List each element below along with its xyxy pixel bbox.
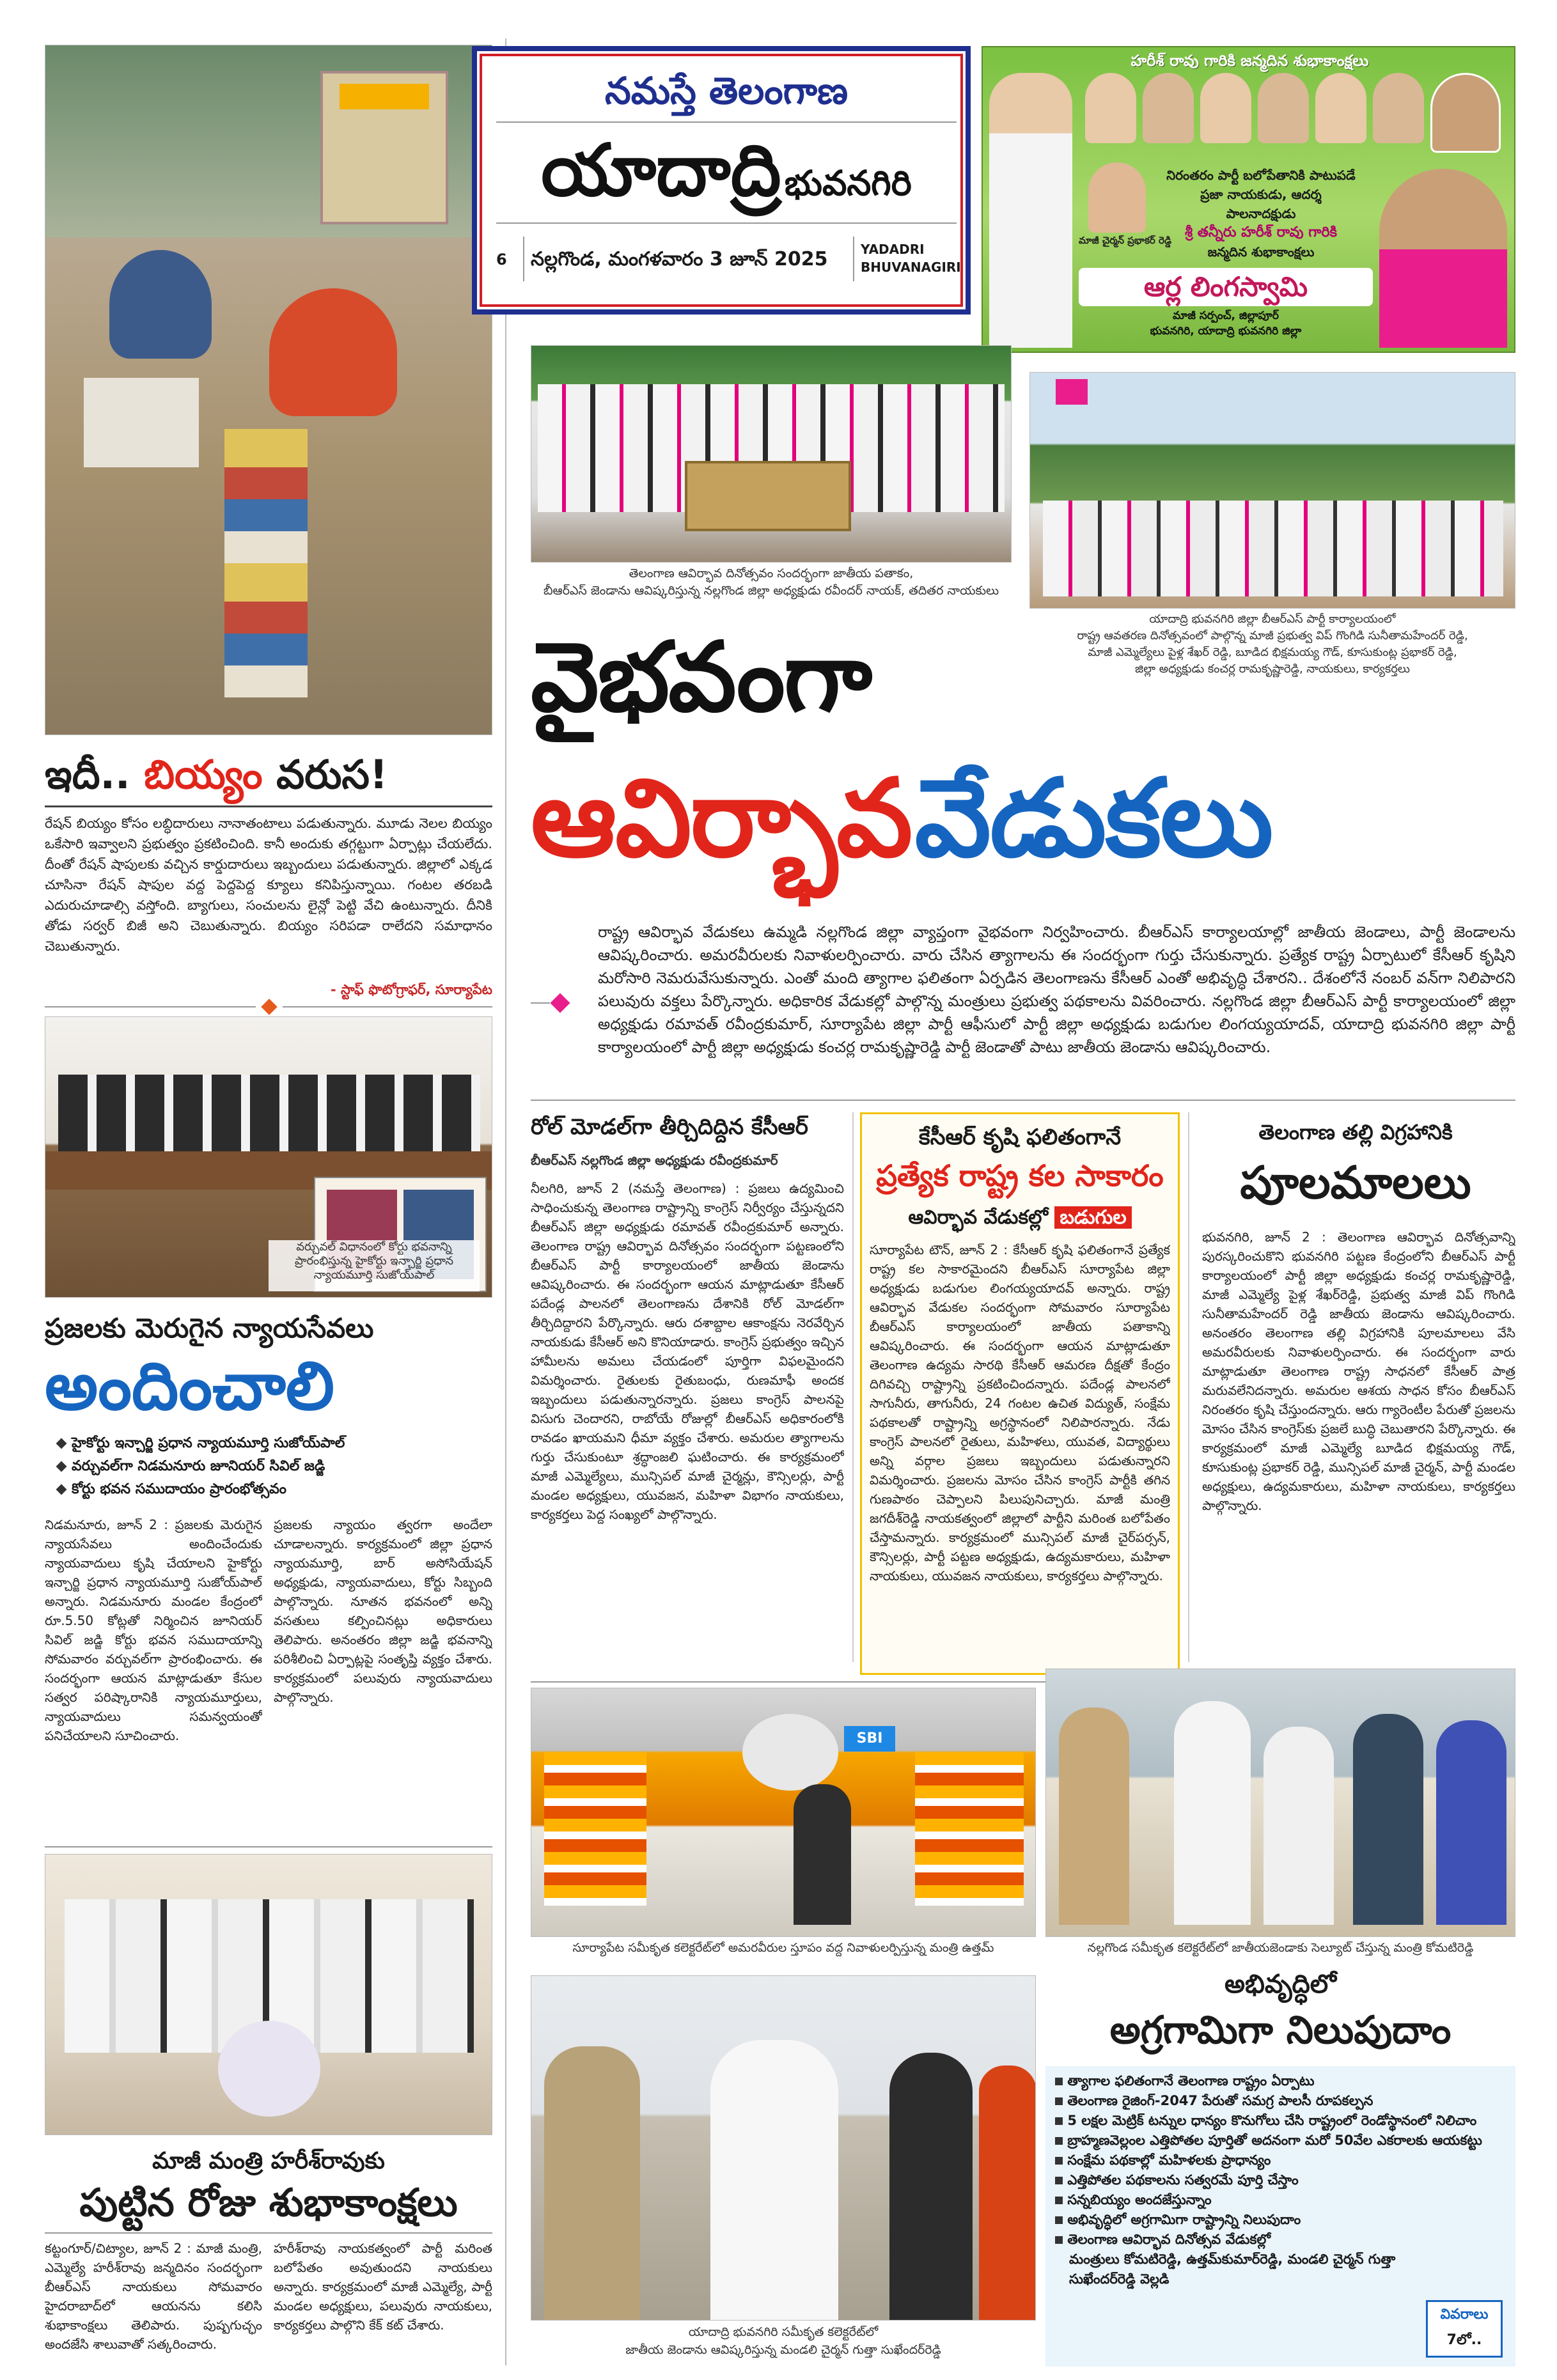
yadadri-photo-caption: యాదాద్రి భువనగిరి జిల్లా బీఆర్‌ఎస్ పార్టీ కార్యాలయంలో రాష్ట్ర ఆవతరణ దినోత్సవంలో పాల్గొన్న మాజీ ప్రభుత్వ విప్ గొంగిడి సునీతామహేందర్ రెడ్డి, మాజీ ఎమ్మెల్యేలు పైళ్ల శేఖర్ రెడ్డి, బూడిద భిక్షమయ్య గౌడ్, కూసుకుంట్ల ప్రభాకర్ రెడ్డి, జిల్లా అధ్యక్షుడు కంచర్ల రామకృష్ణారెడ్డి, నాయకులు, కార్యకర్తలు (1077, 612, 1468, 676)
column-separator (505, 38, 506, 2365)
divider (45, 1846, 492, 1847)
nalgonda-photo-caption: తెలంగాణ ఆవిర్భావ దినోత్సవం సందర్భంగా జాతీయ పతాకం, బీఆర్‌ఎస్ జెండాను ఆవిష్కరిస్తున్న నల్లగొండ జిల్లా అధ్యక్షుడు రవీందర్ నాయక్, తదితర నాయకులు (543, 566, 999, 598)
edition-title-block (496, 123, 957, 219)
col3-kicker: తెలంగాణ తల్లి విగ్రహానికి (1258, 1120, 1453, 1144)
ad-message: నిరంతరం పార్టీ బలోపేతానికి పాటుపడే ప్రజా నాయకుడు, ఆదర్శ పాలనాదక్షుడు శ్రీ తన్నీరు హరీశ్ రావు గారికి జన్మదిన శుభాకాంక్షలు (1166, 167, 1356, 260)
dev-headline: అగ్రగామిగా నిలుపుదాం (1109, 2008, 1451, 2053)
column-separator (852, 1112, 854, 1662)
dev-summary-line: మంత్రులు కోమటిరెడ్డి, ఉత్తమ్‌కుమార్‌రెడ్డి, మండలి చైర్మన్ గుత్తా (1069, 2252, 1396, 2267)
justice-bullets (58, 1432, 492, 1501)
nalgonda-salute-photo (1045, 1668, 1515, 1937)
dev-bullet: అభివృద్ధిలో అగ్రగామిగా రాష్ట్రాన్ని నిలుపుదాం (1055, 2210, 1509, 2230)
col2-kicker: కేసీఆర్ కృషి ఫలితంగానే (918, 1124, 1122, 1150)
col2-subhead: ఆవిర్భావ వేడుకల్లో బడుగుల (860, 1203, 1180, 1233)
diamond-bullet-icon (56, 1461, 67, 1472)
dev-bullet: ఎత్తిపోతల పథకాలను సత్వరమే పూర్తి చేస్తాం (1055, 2170, 1509, 2190)
dev-bullet: సంక్షేమ పథకాల్లో మహిళలకు ప్రాధాన్యం (1055, 2151, 1509, 2170)
justice-headline-big: అందించాలి (45, 1347, 335, 1425)
page-number: 6 (496, 251, 507, 268)
sbi-sign: SBI (844, 1726, 895, 1752)
dev-summary-line: సుఖేందర్‌రెడ్డి వెల్లడి (1069, 2271, 1170, 2287)
bullet-item: హైకోర్టు ఇన్చార్జి ప్రధాన న్యాయమూర్తి సుజోయ్‌పాల్ (58, 1432, 492, 1455)
diamond-bullet-icon (56, 1438, 67, 1449)
bullet-item: కోర్టు భవన సముదాయం ప్రారంభోత్సవం (58, 1478, 492, 1501)
diamond-bullet-icon (56, 1484, 67, 1495)
justice-body-left: నిడమనూరు, జూన్ 2 : ప్రజలకు మెరుగైన న్యాయసేవలు అందించేందుకు న్యాయవాదులు కృషి చేయాలని హైకోర్టు ఇన్చార్జి ప్రధాన న్యాయమూర్తి సుజోయ్‌పాల్ అన్నారు. నిడమనూరు మండల కేంద్రంలో రూ.5.50 కోట్లతో నిర్మించిన జూనియర్ సివిల్ జడ్జి కోర్టు భవన సముదాయాన్ని సోమవారం వర్చువల్‌గా ప్రారంభించారు. ఈ సందర్భంగా ఆయన మాట్లాడుతూ కేసుల సత్వర పరిష్కారానికి న్యాయమూర్తులు, న్యాయవాదులు సమన్వయంతో పనిచేయాలని సూచించారు. (45, 1517, 262, 1743)
dev-bullet: తెలంగాణ రైజింగ్-2047 పేరుతో సమగ్ర పాలసీ రూపకల్పన (1055, 2091, 1509, 2111)
col2-subhead-highlight: బడుగుల (1054, 1206, 1131, 1229)
square-bullet-icon (1055, 2137, 1063, 2145)
square-bullet-icon (1055, 2157, 1063, 2165)
square-bullet-icon (1055, 2117, 1063, 2125)
divider (45, 1006, 256, 1007)
rice-story-body: రేషన్ బియ్యం కోసం లబ్ధిదారులు నానాతంటాలు పడుతున్నారు. మూడు నెలల బియ్యం ఒకేసారి ఇవ్వాలని ప్రభుత్వం ప్రకటించింది. కానీ అందుకు తగ్గట్టుగా ఏర్పాట్లు చేయలేదు. దీంతో రేషన్ షాపులకు వచ్చిన కార్డుదారులు ఇబ్బందులు పడుతున్నారు. జిల్లాలో ఎక్కడ చూసినా రేషన్ షాపుల వద్ద పెద్దపెద్ద క్యూలు కనిపిస్తున్నాయి. గంటల తరబడి ఎదురుచూడాల్సి వస్తోంది. బ్యాగులు, సంచులను లైన్లో పెట్టి వేచి ఉంటున్నారు. దీనికి తోడు సర్వర్ బిజీ అని చెబుతున్నారు. బియ్యం సరిపడా రాలేదని సమాధానం చెబుతున్నారు. (45, 816, 492, 954)
birthday-body-left: కట్టంగూర్/చిట్యాల, జూన్ 2 : మాజీ మంత్రి, ఎమ్మెల్యే హరీశ్‌రావు జన్మదినం సందర్భంగా బీఆర్‌ఎస్ నాయకులు సోమవారం హైదరాబాద్‌లో ఆయనను కలిసి శుభాకాంక్షలు తెలిపారు. పుష్పగుచ్ఛం అందజేసి శాలువాతో సత్కరించారు. (45, 2241, 262, 2352)
dev-bullet: 5 లక్షల మెట్రిక్ టన్నుల ధాన్యం కొనుగోలు చేసి రాష్ట్రంలో రెండోస్థానంలో నిలిచాం (1055, 2111, 1509, 2131)
main-headline-blue: వేడుకలు (914, 756, 1272, 881)
masthead-vrule (523, 237, 524, 281)
dev-bullet-list (1055, 2071, 1509, 2289)
ad-name-banner (1079, 268, 1373, 306)
dev-bullet: బ్రాహ్మణవెల్లంల ఎత్తిపోతల పూర్తితో అదనంగా మరో 50వేల ఎకరాలకు ఆయకట్టు (1055, 2131, 1509, 2151)
birthday-body-right: హరీశ్‌రావు నాయకత్వంలో పార్టీ మరింత బలోపేతం అవుతుందని నాయకులు అన్నారు. కార్యక్రమంలో మాజీ ఎమ్మెల్యే, పార్టీ మండల అధ్యక్షులు, పలువురు నాయకులు, కార్యకర్తలు పాల్గొని కేక్ కట్ చేశారు. (274, 2241, 492, 2333)
dev-bullet: సన్నబియ్యం అందజేస్తున్నాం (1055, 2190, 1509, 2210)
leader-portrait-row (996, 73, 1507, 156)
nalgonda-salute-caption: నల్లగొండ సమీకృత కలెక్టరేట్‌లో జాతీయజెండాకు సెల్యూట్ చేస్తున్న మంత్రి కోమటిరెడ్డి (1087, 1941, 1474, 1955)
divider (531, 1002, 550, 1004)
col1-subhead: బీఆర్‌ఎస్ నల్లగొండ జిల్లా అధ్యక్షుడు రవీంద్రకుమార్ (531, 1153, 778, 1168)
justice-body-right: ప్రజలకు న్యాయం త్వరగా అందేలా చూడాలన్నారు. కార్యక్రమంలో జిల్లా ప్రధాన న్యాయమూర్తి, బార్ అసోసియేషన్ అధ్యక్షుడు, న్యాయవాదులు, కోర్టు సిబ్బంది పాల్గొన్నారు. నూతన భవనంలో అన్ని వసతులు కల్పించినట్లు అధికారులు తెలిపారు. అనంతరం జిల్లా జడ్జి భవనాన్ని పరిశీలించి ఏర్పాట్లపై సంతృప్తి వ్యక్తం చేశారు. కార్యక్రమంలో పలువురు న్యాయవాదులు పాల్గొన్నారు. (274, 1517, 492, 1705)
suryapet-martyrs-photo (531, 1688, 1036, 1937)
col3-headline: పూలమాలలు (1240, 1156, 1471, 1209)
birthday-ad (982, 46, 1515, 353)
edition-sub: భువనగిరి (784, 163, 912, 203)
col3-body: భువనగిరి, జూన్ 2 : తెలంగాణ ఆవిర్భావ దినోత్సవాన్ని పురస్కరించుకొని భువనగిరి పట్టణ కేంద్రంలోని బీఆర్‌ఎస్ పార్టీ కార్యాలయంలో పార్టీ జిల్లా అధ్యక్షుడు కంచర్ల రామకృష్ణారెడ్డి, మాజీ ఎమ్మెల్యే పైళ్ల శేఖర్‌రెడ్డి, ప్రభుత్వ మాజీ విప్ గొంగిడి సునీతామహేందర్ రెడ్డి జాతీయ జెండాను ఆవిష్కరించారు. అనంతరం తెలంగాణ తల్లి విగ్రహానికి పూలమాలలు వేసి అమరవీరులకు నివాళులర్పించారు. ఈ సందర్భంగా వారు మాట్లాడుతూ తెలంగాణ రాష్ట్ర సాధనలో కేసీఆర్ పాత్ర మరువలేనిదన్నారు. అమరుల ఆశయ సాధన కోసం బీఆర్‌ఎస్ నిరంతరం కృషి చేస్తుందన్నారు. ఆరు గ్యారెంటీల పేరుతో ప్రజలను మోసం చేసిన కాంగ్రెస్‌కు ప్రజలే బుద్ధి చెబుతారని పేర్కొన్నారు. ఈ కార్యక్రమంలో మాజీ ఎమ్మెల్యే బూడిద భిక్షమయ్య గౌడ్, కూసుకుంట్ల ప్రభాకర్ రెడ్డి, మున్సిపల్ మాజీ చైర్మన్, పార్టీ మండల అధ్యక్షులు, ఉద్యమకారులు, మహిళా నాయకులు, కార్యకర్తలు పాల్గొన్నారు. (1202, 1229, 1515, 1513)
square-bullet-icon (1055, 2236, 1063, 2244)
birthday-headline-big: పుట్టిన రోజు శుభాకాంక్షలు (79, 2181, 458, 2225)
headline-part-2: బియ్యం (144, 751, 263, 798)
main-headline-red: ఆవిర్భావ (531, 756, 912, 881)
court-photo-caption: వర్చువల్ విధానంలో కోర్టు భవనాన్ని ప్రారంభిస్తున్న హైకోర్టు ఇన్చార్జి ప్రధాన న్యాయమూర్తి సుజోయ్‌పాల్ (269, 1240, 480, 1291)
continued-on-page-box: వివరాలు 7లో.. (1426, 2300, 1503, 2358)
masthead-rule (496, 222, 957, 224)
section-divider-diamond (261, 999, 277, 1015)
suryapet-photo-caption: సూర్యాపేట సమీకృత కలెక్టరేట్‌లో అమరవీరుల స్తూపం వద్ద నివాళులర్పిస్తున్న మంత్రి ఉత్తమ్ (572, 1941, 994, 1955)
headline-part-1: ఇదీ.. (45, 751, 130, 798)
col1-headline: రోల్ మోడల్‌గా తీర్చిదిద్దిన కేసీఆర్ (531, 1114, 808, 1140)
dev-bullet: తెలంగాణ ఆవిర్భావ దినోత్సవ వేడుకల్లో (1055, 2230, 1509, 2250)
main-lead-paragraph: రాష్ట్ర ఆవిర్భావ వేడుకలు ఉమ్మడి నల్లగొండ జిల్లా వ్యాప్తంగా వైభవంగా నిర్వహించారు. బీఆర్‌ఎస్ కార్యాలయాల్లో జాతీయ జెండాలు, పార్టీ జెండాలను ఆవిష్కరించారు. అమరవీరులకు నివాళులర్పించారు. వారు చేసిన త్యాగాలను ఈ సందర్భంగా గుర్తు చేసుకున్నారు. ప్రత్యేక రాష్ట్ర ఏర్పాటులో కేసీఆర్ కృషిని మరోసారి నెమరువేసుకున్నారు. ఎంతో మంది త్యాగాల ఫలితంగా ఏర్పడిన తెలంగాణను కేసీఆర్ ఎంతో అభివృద్ధి చేశారని.. దేశంలోనే నంబర్ వన్‌గా నిలిపారని పలువురు వక్తలు పేర్కొన్నారు. అధికారిక వేడుకల్లో పాల్గొన్న మంత్రులు ప్రభుత్వ పథకాలను వివరించారు. నల్లగొండ జిల్లా బీఆర్‌ఎస్ పార్టీ కార్యాలయంలో జిల్లా అధ్యక్షుడు రమావత్ రవీంద్రకుమార్, సూర్యాపేట జిల్లా పార్టీ ఆఫీసులో పార్టీ జిల్లా అధ్యక్షుడు బడుగుల లింగయ్యయాదవ్, యాదాద్రి భువనగిరి జిల్లా పార్టీ కార్యాలయంలో పార్టీ జిల్లా అధ్యక్షుడు కంచర్ల రామకృష్ణారెడ్డి పార్టీ జెండాతో పాటు జాతీయ జెండాను ఆవిష్కరించారు. (598, 923, 1515, 1056)
edition-title: యాదాద్రి (541, 129, 781, 212)
rice-story-credit: - స్టాఫ్ ఫొటోగ్రాఫర్, సూర్యాపేట (330, 982, 492, 997)
birthday-headline-small: మాజీ మంత్రి హరీశ్‌రావుకు (152, 2148, 385, 2174)
square-bullet-icon (1055, 2078, 1063, 2085)
masthead (472, 46, 971, 315)
lead-ornament-diamond (550, 993, 570, 1013)
small-portrait (1088, 162, 1146, 233)
yadadri-collectorate-photo (531, 1975, 1036, 2321)
ad-right-portrait (1379, 169, 1507, 348)
paper-name: నమస్తే తెలంగాణ (605, 69, 848, 113)
main-headline-line1: వైభవంగా (531, 622, 872, 733)
ad-name: ఆర్ల లింగస్వామి (1143, 271, 1308, 302)
bullet-item: వర్చువల్‌గా నిడమనూరు జూనియర్ సివిల్ జడ్జి (58, 1455, 492, 1478)
ad-small-label: మాజీ చైర్మన్ ప్రభాకర్ రెడ్డి (1079, 235, 1172, 246)
rice-story-headline (45, 749, 492, 800)
square-bullet-icon (1055, 2097, 1063, 2105)
square-bullet-icon (1055, 2177, 1063, 2184)
square-bullet-icon (1055, 2216, 1063, 2224)
ad-top-banner: హరీశ్ రావు గారికి జన్మదిన శుభాకాంక్షలు (1131, 52, 1369, 70)
yadadri-brs-office-photo (1029, 372, 1515, 609)
square-bullet-icon (1055, 2197, 1063, 2204)
divider (45, 2232, 492, 2234)
main-headline-line2 (531, 742, 1515, 895)
col2-headline: ప్రత్యేక రాష్ట్ర కల సాకారం (876, 1158, 1164, 1193)
dev-bullet: త్యాగాల ఫలితంగానే తెలంగాణ రాష్ట్రం ఏర్పాటు (1055, 2071, 1509, 2091)
dateline: నల్లగొండ, మంగళవారం 3 జూన్ 2025 (531, 248, 828, 270)
masthead-vrule (853, 237, 854, 281)
headline-part-3: వరుస! (276, 751, 388, 798)
birthday-wishes-photo (45, 1854, 492, 2135)
edition-en-block: YADADRI BHUVANAGIRI (861, 242, 961, 275)
dev-kicker: అభివృద్ధిలో (1224, 1970, 1336, 1999)
divider (283, 1006, 492, 1007)
leader-standing-figure (989, 73, 1072, 348)
divider (45, 805, 492, 807)
col2-body: సూర్యాపేట టౌన్, జూన్ 2 : కేసీఆర్ కృషి ఫలితంగానే ప్రత్యేక రాష్ట్ర కల సాకారమైందని బీఆర్‌ఎస్ సూర్యాపేట జిల్లా అధ్యక్షుడు బడుగుల లింగయ్యయాదవ్ అన్నారు. రాష్ట్ర ఆవిర్భావ వేడుకల సందర్భంగా సోమవారం సూర్యాపేట బీఆర్‌ఎస్ కార్యాలయంలో జాతీయ పతాకాన్ని ఆవిష్కరించారు. ఈ సందర్భంగా ఆయన మాట్లాడుతూ తెలంగాణ ఉద్యమ సారథి కేసీఆర్ ఆమరణ దీక్షతో కేంద్రం దిగివచ్చి రాష్ట్రాన్ని ప్రకటించిందన్నారు. పదేండ్ల పాలనలో సాగునీరు, తాగునీరు, 24 గంటల ఉచిత విద్యుత్, సంక్షేమ పథకాలతో రాష్ట్రాన్ని అగ్రస్థానంలో నిలిపారన్నారు. నేడు కాంగ్రెస్ పాలనలో రైతులు, మహిళలు, యువత, విద్యార్థులు అన్ని వర్గాల ప్రజలు ఇబ్బందులు పడుతున్నారని విమర్శించారు. ప్రజలను మోసం చేసిన కాంగ్రెస్ పార్టీకి తగిన గుణపాఠం చెప్పాలని పిలుపునిచ్చారు. మాజీ మంత్రి జగదీశ్‌రెడ్డి నాయకత్వంలో జిల్లాలో పార్టీని మరింత బలోపేతం చేస్తామన్నారు. కార్యక్రమంలో మున్సిపల్ మాజీ చైర్‌పర్సన్, కౌన్సిలర్లు, పార్టీ పట్టణ అధ్యక్షుడు, ఉద్యమకారులు, మహిళా నాయకులు, యువజన నాయకులు, కార్యకర్తలు పాల్గొన్నారు. (870, 1242, 1170, 1583)
divider (531, 1100, 1515, 1101)
rice-queue-photo (45, 45, 492, 735)
nalgonda-brs-flag-photo (531, 345, 1012, 563)
yadadri-collectorate-caption: యాదాద్రి భువనగిరి సమీకృత కలెక్టరేట్‌లో జాతీయ జెండాను ఆవిష్కరిస్తున్న మండలి చైర్మన్ గుత్తా సుఖేందర్‌రెడ్డి (625, 2325, 941, 2357)
column-separator (1188, 1112, 1189, 1662)
col1-body: నీలగిరి, జూన్ 2 (నమస్తే తెలంగాణ) : ప్రజలు ఉద్యమించి సాధించుకున్న తెలంగాణ రాష్ట్రాన్ని కాంగ్రెస్ నిర్వీర్యం చేస్తున్నదని బీఆర్‌ఎస్ జిల్లా అధ్యక్షుడు రమావత్ రవీంద్రకుమార్ అన్నారు. తెలంగాణ రాష్ట్ర ఆవిర్భావ దినోత్సవం సందర్భంగా పట్టణంలోని బీఆర్‌ఎస్ పార్టీ కార్యాలయంలో జాతీయ జెండాను ఆవిష్కరించారు. ఈ సందర్భంగా ఆయన మాట్లాడుతూ కేసీఆర్ పదేండ్ల పాలనలో తెలంగాణను దేశానికి రోల్ మోడల్‌గా తీర్చిదిద్దారని పేర్కొన్నారు. ఆరు దశాబ్దాల ఆకాంక్షను నెరవేర్చిన నాయకుడు కేసీఆర్ అని కొనియాడారు. కాంగ్రెస్ ప్రభుత్వం ఇచ్చిన హామీలను అమలు చేయడంలో పూర్తిగా విఫలమైందని విమర్శించారు. రైతులకు రైతుబంధు, రుణమాఫీ అందక ఇబ్బందులు పడుతున్నారన్నారు. ప్రజలు కాంగ్రెస్ పాలనపై విసుగు చెందారని, రాబోయే రోజుల్లో బీఆర్‌ఎస్ అధికారంలోకి రావడం ఖాయమని ధీమా వ్యక్తం చేశారు. అమరుల త్యాగాలను గుర్తు చేసుకుంటూ శ్రద్ధాంజలి ఘటించారు. ఈ కార్యక్రమంలో మాజీ ఎమ్మెల్యేలు, మున్సిపల్ మాజీ చైర్మన్లు, కౌన్సిలర్లు, పార్టీ మండల అధ్యక్షులు, యువజన, మహిళా విభాగం నాయకులు, కార్యకర్తలు పెద్ద సంఖ్యలో పాల్గొన్నారు. (531, 1181, 844, 1522)
justice-headline-small: ప్రజలకు మెరుగైన న్యాయసేవలు (45, 1312, 374, 1344)
ad-name-sub: మాజీ సర్పంచ్, జిల్లాపూర్ భువనగిరి, యాదాద్రి భువనగిరి జిల్లా (1150, 309, 1302, 338)
